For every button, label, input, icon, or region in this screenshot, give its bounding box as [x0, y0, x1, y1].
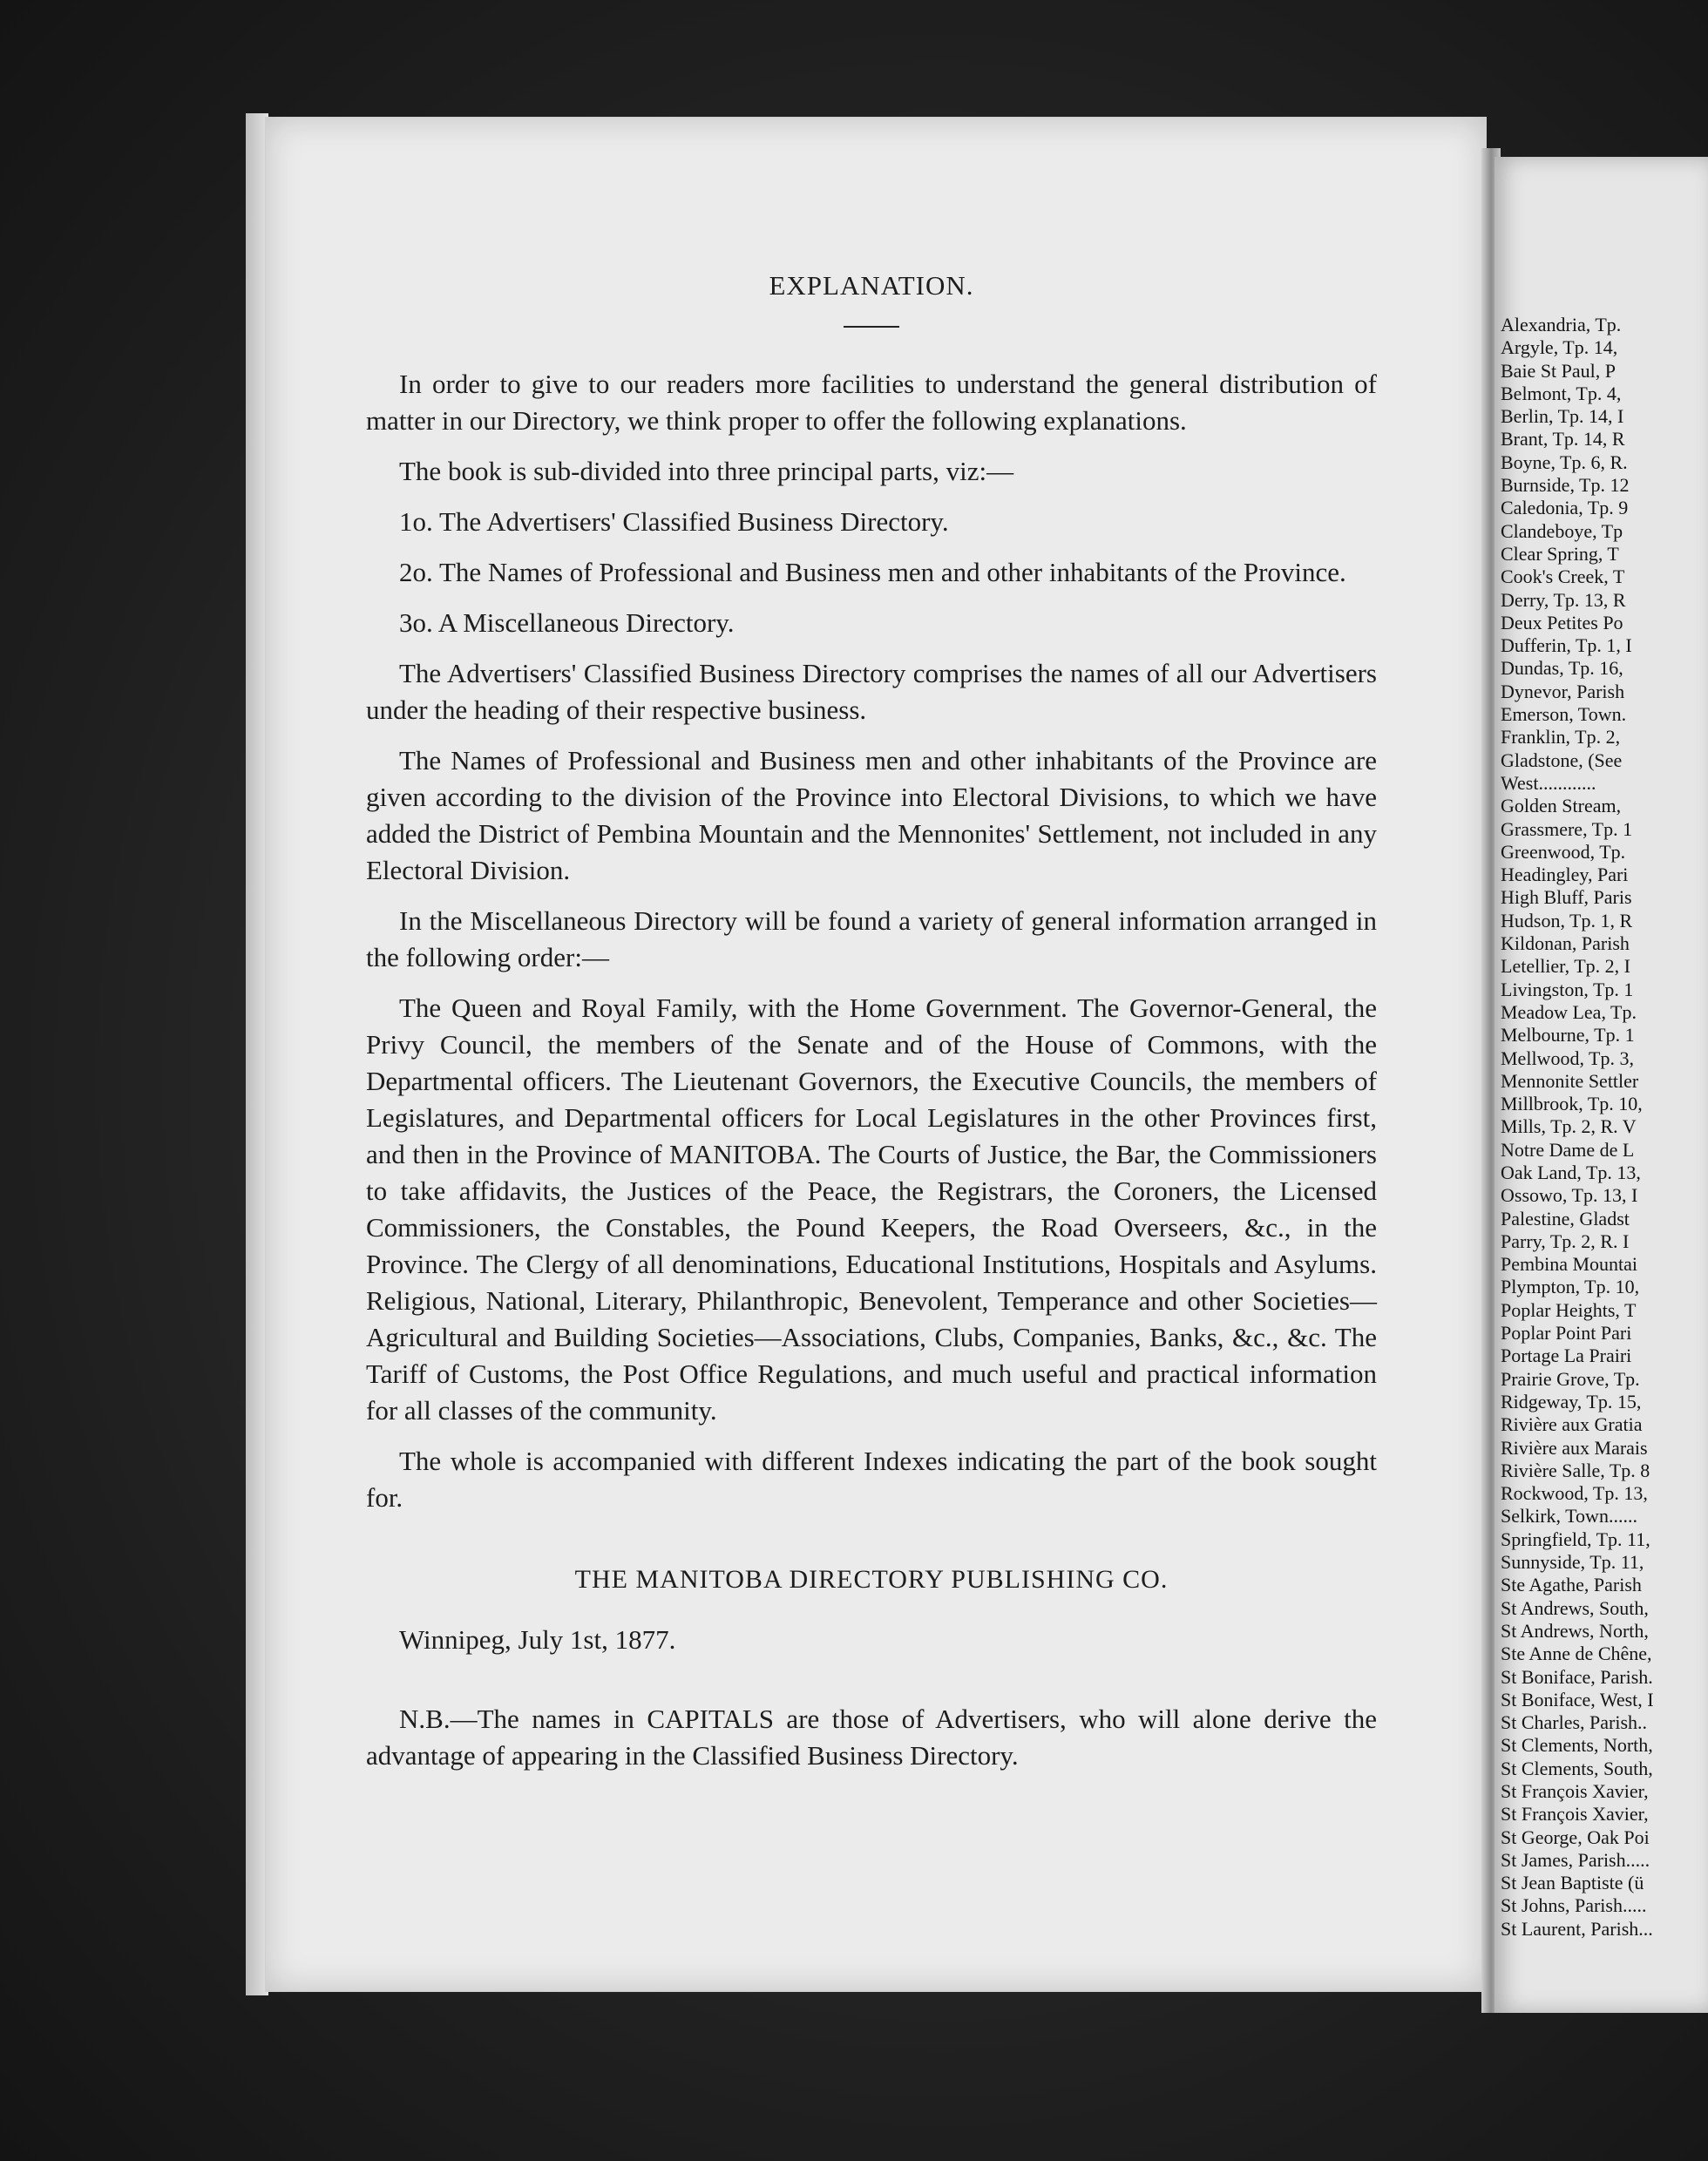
paragraph-subdivision: The book is sub-divided into three principal parts, viz:— [399, 456, 1014, 486]
paragraph-miscellaneous: In the Miscellaneous Directory will be found a variety of general information arranged in the following order:— [366, 905, 1377, 972]
publisher-name: THE MANITOBA DIRECTORY PUBLISHING CO. [574, 1565, 1169, 1594]
index-entry: Derry, Tp. 13, R [1501, 588, 1626, 611]
index-entry: Berlin, Tp. 14, I [1501, 405, 1624, 428]
index-entry: St Jean Baptiste (ü [1501, 1872, 1644, 1894]
index-entry: St Boniface, Parish. [1501, 1665, 1653, 1688]
index-entry: Melbourne, Tp. 1 [1501, 1024, 1635, 1047]
index-entry: Dundas, Tp. 16, [1501, 657, 1623, 680]
index-entry: Greenwood, Tp. [1501, 840, 1626, 863]
index-entry: St Charles, Parish.. [1501, 1711, 1648, 1734]
index-entry: Poplar Point Pari [1501, 1322, 1632, 1345]
index-entry: Rivière aux Gratia [1501, 1413, 1643, 1436]
index-entry: Palestine, Gladst [1501, 1207, 1630, 1230]
dateline: Winnipeg, July 1st, 1877. [399, 1624, 676, 1655]
index-entry: St Andrews, North, [1501, 1619, 1649, 1642]
index-entry: Letellier, Tp. 2, I [1501, 955, 1630, 978]
index-entry: Clandeboye, Tp [1501, 519, 1623, 542]
index-entry: Burnside, Tp. 12 [1501, 474, 1630, 497]
advertiser-note: N.B.—The names in CAPITALS are those of Advertisers, who will alone derive the advantage of appearing in the Classified Business Directory. [366, 1704, 1377, 1771]
paragraph-names: The Names of Professional and Business men and other inhabitants of the Province are given according to the division of the Province into Electoral Divisions, to which we have added the District of Pembina Mountain and the Mennonites' Settlement, not included in any Electoral Division. [366, 745, 1377, 885]
index-entry: St Clements, South, [1501, 1757, 1653, 1779]
index-entry: Belmont, Tp. 4, [1501, 382, 1622, 404]
paragraph-intro: In order to give to our readers more facilities to understand the general distribution of matter in our Directory, we think proper to offer the following explanations. [366, 369, 1377, 436]
index-entry: Emerson, Town. [1501, 703, 1627, 726]
index-entry: Parry, Tp. 2, R. I [1501, 1230, 1630, 1252]
index-entry: Dufferin, Tp. 1, I [1501, 634, 1632, 657]
index-entry: Millbrook, Tp. 10, [1501, 1093, 1643, 1115]
index-entry: Gladstone, (See [1501, 749, 1623, 771]
paragraph-contents: The Queen and Royal Family, with the Home Government. The Governor-General, the Privy Council, the members of the Senate and of the House of Commons, with the Departmental officers. The Lieutenant Governors, the Executive Councils, the members of Legislatures, and Departmental officers for Local Legislatures in the other Provinces first, and then in the Province of MANITOBA. The Courts of Justice, the Bar, the Commissioners to take affidavits, the Justices of the Peace, the Registrars, the Coroners, the Licensed Commissioners, the Constables, the Pound Keepers, the Road Overseers, &c., in the Province. The Clergy of all denominations, Educational Institutions, Hospitals and Asylums. Religious, National, Literary, Philanthropic, Benevolent, Temperance and other Societies—Agricultural and Building Societies—Associations, Clubs, Companies, Banks, &c., &c. The Tariff of Customs, the Post Office Regulations, and much useful and practical information for all classes of the community. [366, 992, 1377, 1426]
index-entry: St Andrews, South, [1501, 1596, 1649, 1619]
index-entry: St François Xavier, [1501, 1780, 1649, 1802]
index-entry: Rockwood, Tp. 13, [1501, 1482, 1648, 1505]
index-entry: Brant, Tp. 14, R [1501, 428, 1625, 450]
place-index-list [1501, 314, 1708, 1941]
index-entry: West............ [1501, 771, 1596, 794]
index-entry: Poplar Heights, T [1501, 1298, 1637, 1321]
index-entry: Pembina Mountai [1501, 1253, 1638, 1276]
index-entry: Oak Land, Tp. 13, [1501, 1161, 1641, 1183]
index-entry: St James, Parish..... [1501, 1848, 1650, 1871]
index-entry: Caledonia, Tp. 9 [1501, 497, 1629, 519]
index-entry: Kildonan, Parish [1501, 932, 1630, 955]
index-entry: Plympton, Tp. 10, [1501, 1276, 1640, 1298]
index-entry: Livingston, Tp. 1 [1501, 978, 1634, 1000]
explanation-section [366, 270, 1377, 1801]
index-entry: Rivière Salle, Tp. 8 [1501, 1459, 1650, 1481]
list-item-part-1: 1o. The Advertisers' Classified Business Directory. [399, 506, 949, 537]
index-entry: Deux Petites Po [1501, 611, 1623, 633]
index-entry: Mills, Tp. 2, R. V [1501, 1115, 1637, 1138]
index-entry: Baie St Paul, P [1501, 359, 1616, 382]
index-entry: Boyne, Tp. 6, R. [1501, 450, 1628, 473]
index-entry: Argyle, Tp. 14, [1501, 336, 1618, 359]
index-entry: Selkirk, Town...... [1501, 1505, 1637, 1528]
index-entry: Rivière aux Marais [1501, 1436, 1648, 1459]
index-entry: Dynevor, Parish [1501, 680, 1625, 702]
index-entry: St François Xavier, [1501, 1803, 1649, 1826]
index-entry: St Laurent, Parish... [1501, 1917, 1653, 1940]
index-entry: Hudson, Tp. 1, R [1501, 909, 1633, 931]
index-entry: Ste Anne de Chêne, [1501, 1643, 1652, 1665]
list-item-part-2: 2o. The Names of Professional and Business men and other inhabitants of the Province. [399, 557, 1346, 587]
index-entry: Mennonite Settler [1501, 1069, 1639, 1092]
index-entry: Clear Spring, T [1501, 542, 1619, 565]
index-entry: Ossowo, Tp. 13, I [1501, 1184, 1638, 1207]
list-item-part-3: 3o. A Miscellaneous Directory. [399, 607, 735, 638]
index-entry: St Boniface, West, I [1501, 1688, 1654, 1711]
index-entry: Sunnyside, Tp. 11, [1501, 1551, 1644, 1574]
paragraph-classified: The Advertisers' Classified Business Directory comprises the names of all our Advertisers under the heading of their respective business. [366, 658, 1377, 725]
index-entry: Ridgeway, Tp. 15, [1501, 1390, 1642, 1412]
index-entry: Portage La Prairi [1501, 1345, 1632, 1367]
index-entry: Alexandria, Tp. [1501, 314, 1622, 335]
index-entry: Golden Stream, [1501, 795, 1622, 817]
index-entry: High Bluff, Paris [1501, 886, 1632, 909]
index-entry: Headingley, Pari [1501, 864, 1629, 886]
index-entry: St Johns, Parish..... [1501, 1894, 1647, 1917]
index-entry: Notre Dame de L [1501, 1138, 1635, 1161]
index-entry: Grassmere, Tp. 1 [1501, 817, 1633, 840]
paragraph-indexes: The whole is accompanied with different Indexes indicating the part of the book sought for. [366, 1446, 1377, 1513]
title-rule [844, 326, 899, 328]
index-entry: Cook's Creek, T [1501, 566, 1625, 588]
index-entry: Prairie Grove, Tp. [1501, 1367, 1640, 1390]
index-entry: St George, Oak Poi [1501, 1826, 1650, 1848]
index-entry: Meadow Lea, Tp. [1501, 1000, 1637, 1023]
page-title: EXPLANATION. [769, 270, 974, 301]
index-entry: Mellwood, Tp. 3, [1501, 1047, 1634, 1069]
index-entry: St Clements, North, [1501, 1734, 1653, 1757]
index-entry: Franklin, Tp. 2, [1501, 726, 1621, 749]
index-entry: Ste Agathe, Parish [1501, 1574, 1642, 1596]
index-entry: Springfield, Tp. 11, [1501, 1528, 1650, 1550]
